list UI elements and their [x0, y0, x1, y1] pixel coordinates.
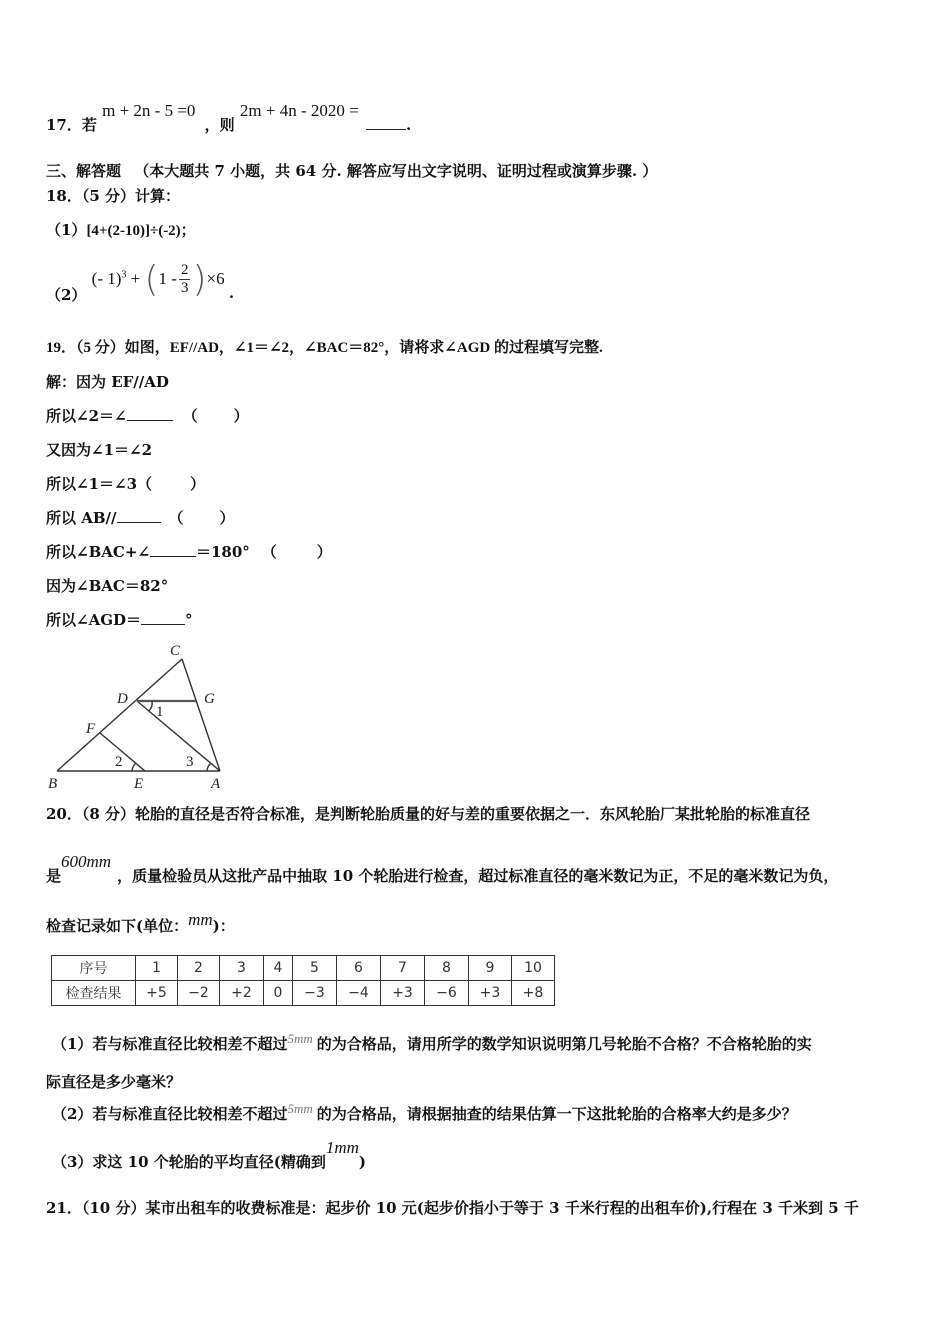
table-cell: −3: [293, 981, 337, 1006]
angle-1-arc: [149, 701, 152, 711]
q19-step-text: 所以∠2＝∠: [46, 407, 127, 425]
reason-paren[interactable]: （ ）: [182, 407, 249, 425]
q20-text: （1）若与标准直径比较相差不超过: [52, 1035, 288, 1053]
q20-unit: mm: [188, 910, 213, 929]
table-row: [52, 956, 555, 981]
table-cell: 10: [512, 956, 555, 981]
q20-text: )：: [212, 917, 235, 935]
q20-standard-diameter: 600mm: [61, 852, 112, 871]
table-cell: +8: [512, 981, 555, 1006]
q20-text: ，质量检验员从这批产品中抽取 10 个轮胎进行检查，超过标准直径的毫米数记为正，不足的毫米数记为负，: [117, 867, 839, 885]
table-cell: 7: [381, 956, 425, 981]
table-cell: +2: [220, 981, 264, 1006]
question-20-part3: [52, 1138, 367, 1172]
angle-3-arc: [207, 763, 211, 771]
label-D: D: [117, 691, 128, 707]
table-cell: −6: [425, 981, 469, 1006]
q18-plus: +: [130, 268, 141, 288]
q18-times: ×6: [206, 268, 225, 288]
angle-2-arc: [132, 763, 136, 771]
label-C: C: [170, 643, 181, 659]
q17-expression: 2m + 4n - 2020 =: [239, 101, 359, 120]
q20-text: 是: [46, 867, 62, 885]
table-cell: 9: [469, 956, 512, 981]
table-header-cell: 序号: [52, 956, 136, 981]
q19-step-post: ＝180°: [195, 543, 250, 561]
question-20-part1: [52, 1031, 812, 1055]
label-G: G: [204, 691, 215, 707]
table-cell: 5: [293, 956, 337, 981]
question-20-line3: [46, 910, 235, 936]
table-row: [52, 981, 555, 1006]
q19-step-text: 所以∠1＝∠3: [46, 475, 138, 493]
question-20-line2: [46, 852, 839, 886]
q17-then: ，则: [204, 116, 235, 134]
q20-precision: 1mm: [325, 1138, 359, 1157]
q20-tolerance: 5mm: [287, 1031, 313, 1046]
section-note: （本大题共 7 小题，共 64 分. 解答应写出文字说明、证明过程或演算步骤. ）: [134, 162, 658, 180]
q17-answer-blank[interactable]: [366, 115, 406, 130]
q19-step-post: °: [185, 611, 193, 629]
table-cell: −2: [178, 981, 220, 1006]
label-F: F: [86, 721, 96, 737]
question-21-line1: 21．（10 分）某市出租车的收费标准是：起步价 10 元(起步价指小于等于 3 千米行程的出租车价),行程在 3 千米到 5 千: [46, 1199, 859, 1217]
question-19-header: 19．（5 分）如图，EF//AD，∠1＝∠2，∠BAC＝82°，请将求∠AGD 的过程填写完整.: [46, 340, 603, 356]
q20-text: （2）若与标准直径比较相差不超过: [52, 1105, 288, 1123]
geometry-diagram: [0, 0, 260, 800]
q19-step-text: 所以 AB//: [46, 509, 117, 527]
q17-condition: m + 2n - 5 =0: [102, 101, 196, 120]
section-title: 三、解答题: [46, 162, 122, 180]
table-cell: 0: [264, 981, 293, 1006]
q18-exponent: 3: [121, 269, 127, 280]
q18-part1-expr: [4+(2-10)]÷(-2)；: [86, 223, 196, 239]
table-cell: 2: [178, 956, 220, 981]
right-paren-icon: ): [192, 258, 207, 300]
angle-3-label: 3: [186, 754, 194, 770]
table-cell: +3: [469, 981, 512, 1006]
angle-2-label: 2: [115, 754, 123, 770]
q20-text: ): [358, 1153, 367, 1171]
reason-paren[interactable]: （ ）: [168, 509, 235, 527]
q20-text: 的为合格品，请用所学的数学知识说明第几号轮胎不合格？不合格轮胎的实: [316, 1035, 812, 1053]
q18-base: (- 1): [91, 268, 122, 288]
table-cell: 6: [337, 956, 381, 981]
table-header-cell: 检查结果: [52, 981, 136, 1006]
question-20-part1-line2: 际直径是多少毫米？: [46, 1073, 182, 1091]
label-B: B: [48, 776, 58, 792]
reason-paren[interactable]: （ ）: [137, 475, 206, 493]
q17-number: 17．: [46, 116, 82, 134]
q17-if: 若: [81, 116, 97, 134]
q20-tolerance: 5mm: [287, 1101, 313, 1116]
q18-part2-end: .: [228, 283, 235, 302]
q20-text: 的为合格品，请根据抽查的结果估算一下这批轮胎的合格率大约是多少？: [316, 1105, 797, 1123]
left-paren-icon: (: [144, 258, 159, 300]
table-cell: +3: [381, 981, 425, 1006]
reason-paren[interactable]: （ ）: [261, 543, 332, 561]
q18-part1-label: （1）: [46, 221, 87, 239]
question-20-part2: [52, 1101, 797, 1125]
q19-step-text: 所以∠BAC+∠: [46, 543, 150, 561]
label-A: A: [211, 776, 221, 792]
fraction-denominator: 3: [180, 280, 189, 297]
table-cell: 1: [136, 956, 178, 981]
fraction-numerator: 2: [180, 262, 189, 279]
segment-FE: [100, 733, 145, 771]
table-cell: 8: [425, 956, 469, 981]
q17-end: .: [405, 116, 412, 134]
q18-part2-label: （2）: [46, 285, 87, 304]
q19-step-text: 所以∠AGD＝: [46, 611, 142, 629]
label-E: E: [134, 776, 144, 792]
q19-step-text: 因为∠BAC＝82°: [46, 577, 169, 595]
table-cell: 3: [220, 956, 264, 981]
angle-1-label: 1: [156, 704, 164, 720]
q19-step-text: 解：因为 EF//AD: [46, 373, 169, 391]
table-cell: +5: [136, 981, 178, 1006]
question-18-header: 18．（5 分）计算：: [46, 187, 181, 205]
table-cell: −4: [337, 981, 381, 1006]
q20-text: （3）求这 10 个轮胎的平均直径(精确到: [52, 1153, 326, 1171]
inspection-table: [51, 955, 555, 1006]
table-cell: 4: [264, 956, 293, 981]
question-20-line1: 20．（8 分）轮胎的直径是否符合标准，是判断轮胎质量的好与差的重要依据之一．东风轮胎厂某批轮胎的标准直径: [46, 805, 811, 823]
q18-one-minus: 1 -: [158, 268, 177, 288]
q19-step-text: 又因为∠1＝∠2: [46, 441, 153, 459]
q20-text: 检查记录如下(单位：: [46, 917, 189, 935]
